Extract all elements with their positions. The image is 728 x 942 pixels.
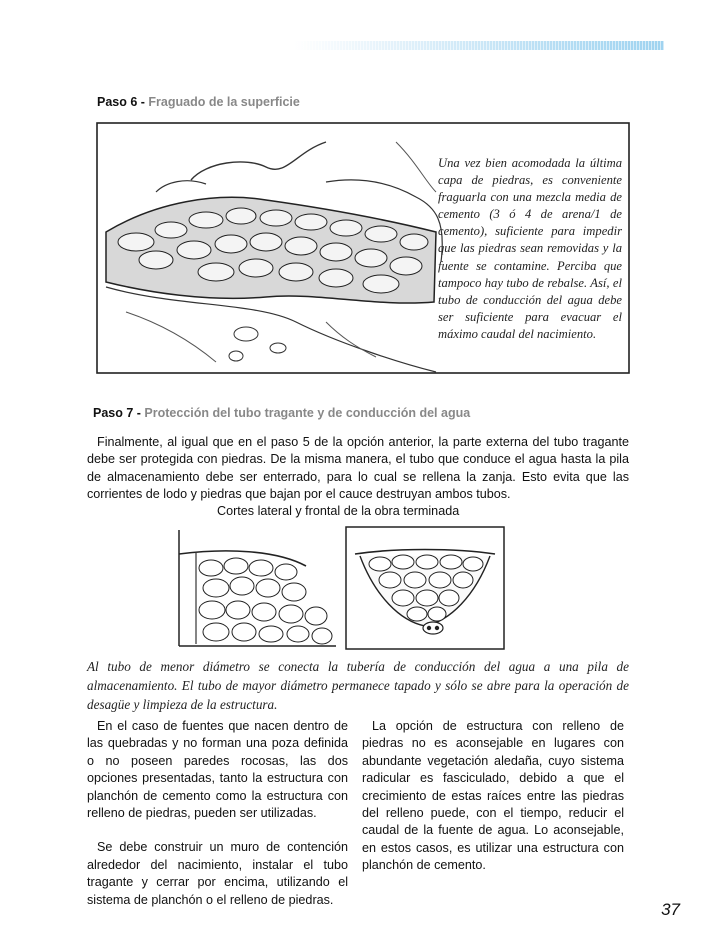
step-7-label: Paso 7 - [93, 406, 141, 420]
right-column [362, 718, 624, 875]
step-7-title: Protección del tubo tragante y de conducción del agua [144, 406, 471, 420]
page-number: 37 [661, 900, 680, 919]
right-paragraph-1: La opción de estructura con relleno de piedras no es aconsejable en lugares con abundante vegetación aledaña, cuyo sistema radicular es fasciculado, debido a que el crecimiento de estas raíces entre las piedras del relleno puede, con el tiempo, reducir el caudal de la fuente de agua. Lo aconsejable, en estos casos, es utilizar una estructura con planchón de cemento. [362, 719, 624, 873]
lateral-section-drawing [176, 526, 341, 650]
step-6-label: Paso 6 - [97, 95, 145, 109]
step-6-title: Fraguado de la superficie [148, 95, 300, 109]
figure-caption: Cortes lateral y frontal de la obra terminada [217, 504, 460, 518]
left-column [87, 718, 348, 909]
step-7-text: Finalmente, al igual que en el paso 5 de la opción anterior, la parte externa del tubo tragante debe ser protegida con piedras. De la misma manera, el tubo que conduce el agua hasta la pila de almacenamiento debe ser enterrado, para lo cual se rellena la zanja. Esto evita que las corrientes de lodo y piedras que bajan por el cauce destruyan ambos tubos. [87, 435, 629, 502]
step-6-heading [97, 95, 300, 109]
left-paragraph-2: Se debe construir un muro de contención alrededor del nacimiento, instalar el tubo tragante y cerrar por encima, utilizando el sistema de planchón o el relleno de piedras. [87, 840, 348, 907]
step-7-paragraph [87, 434, 629, 504]
header-decorative-bar [294, 41, 664, 50]
step-6-description: Una vez bien acomodada la última capa de piedras, es conveniente fraguarla con una mezcla media de cemento (3 ó 4 de arena/1 de cemento), suficiente para impedir que las piedras sean removidas y la fuente se contamine. Perciba que tampoco hay tubo de rebalse. Así, el tubo de conducción del agua debe ser suficiente para evacuar el máximo caudal del nacimiento. [438, 156, 622, 341]
frontal-section-drawing [345, 526, 505, 650]
step-7-heading [93, 406, 470, 420]
figure-note: Al tubo de menor diámetro se conecta la tubería de conducción del agua a una pila de almacenamiento. El tubo de mayor diámetro permanece tapado y sólo se abre para la operación de desagüe y limpieza de la estructura. [87, 659, 629, 712]
left-paragraph-1: En el caso de fuentes que nacen dentro de las quebradas y no forman una poza definida o no poseen paredes rocosas, las dos opciones presentadas, tanto la estructura con planchón de cemento como la estructura con relleno de piedras, pueden ser utilizadas. [87, 719, 348, 821]
